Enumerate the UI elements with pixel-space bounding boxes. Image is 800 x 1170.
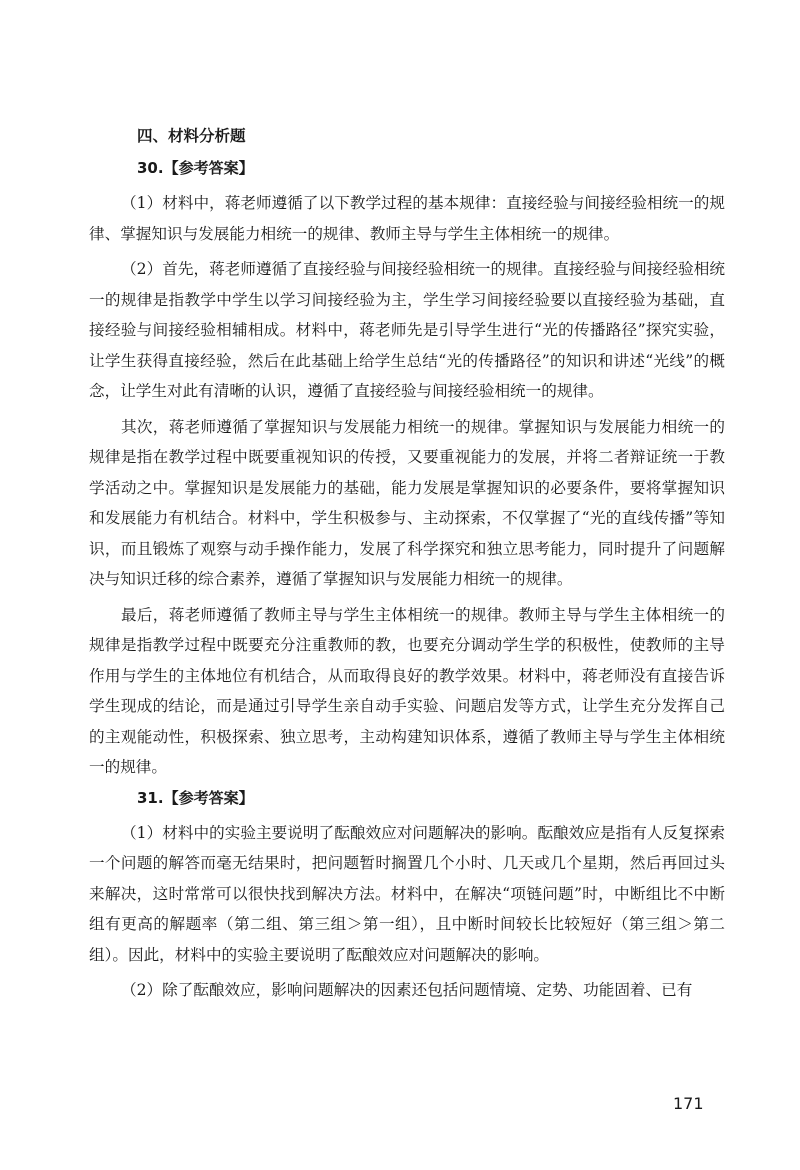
q30-paragraph-4: 最后，蒋老师遵循了教师主导与学生主体相统一的规律。教师主导与学生主体相统一的规律是指教学过程中既要充分注重教师的教，也要充分调动学生学的积极性，使教师的主导作用与学生的主体地位有机结合，从而取得良好的教学效果。材料中，蒋老师没有直接告诉学生现成的结论，而是通过引导学生亲自动手实验、问题启发等方式，让学生充分发挥自己的主观能动性，积极探索、独立思考，主动构建知识体系，遵循了教师主导与学生主体相统一的规律。: [89, 605, 725, 776]
question-31-heading: 31.【参考答案】: [137, 788, 254, 807]
q30-paragraph-1: （1）材料中，蒋老师遵循了以下教学过程的基本规律：直接经验与间接经验相统一的规律、掌握知识与发展能力相统一的规律、教师主导与学生主体相统一的规律。: [89, 194, 725, 243]
page-number: 171: [673, 1094, 704, 1113]
question-30-heading: 30.【参考答案】: [137, 159, 254, 177]
q30-paragraph-2: （2）首先，蒋老师遵循了直接经验与间接经验相统一的规律。直接经验与间接经验相统一的规律是指教学中学生以学习间接经验为主，学生学习间接经验要以直接经验为基础，直接经验与间接经验相辅相成。材料中，蒋老师先是引导学生进行“光的传播路径”探究实验，让学生获得直接经验，然后在此基础上给学生总结“光的传播路径”的知识和讲述“光线”的概念，让学生对此有清晰的认识，遵循了直接经验与间接经验相统一的规律。: [89, 260, 725, 400]
q30-paragraph-3: 其次，蒋老师遵循了掌握知识与发展能力相统一的规律。掌握知识与发展能力相统一的规律是指在教学过程中既要重视知识的传授，又要重视能力的发展，并将二者辩证统一于教学活动之中。掌握知识是发展能力的基础，能力发展是掌握知识的必要条件，要将掌握知识和发展能力有机结合。材料中，学生积极参与、主动探索，不仅掌握了“光的直线传播”等知识，而且锻炼了观察与动手操作能力，发展了科学探究和独立思考能力，同时提升了问题解决与知识迁移的综合素养，遵循了掌握知识与发展能力相统一的规律。: [89, 417, 725, 588]
section-title: 四、材料分析题: [137, 127, 246, 145]
page-content: [89, 126, 725, 1011]
q31-paragraph-2: （2）除了酝酿效应，影响问题解决的因素还包括问题情境、定势、功能固着、已有: [121, 981, 693, 999]
q31-paragraph-1: （1）材料中的实验主要说明了酝酿效应对问题解决的影响。酝酿效应是指有人反复探索一个问题的解答而毫无结果时，把问题暂时搁置几个小时、几天或几个星期，然后再回过头来解决，这时常常可以很快找到解决方法。材料中，在解决“项链问题”时，中断组比不中断组有更高的解题率（第二组、第三组＞第一组），且中断时间较长比较短好（第三组＞第二组）。因此，材料中的实验主要说明了酝酿效应对问题解决的影响。: [89, 823, 725, 964]
